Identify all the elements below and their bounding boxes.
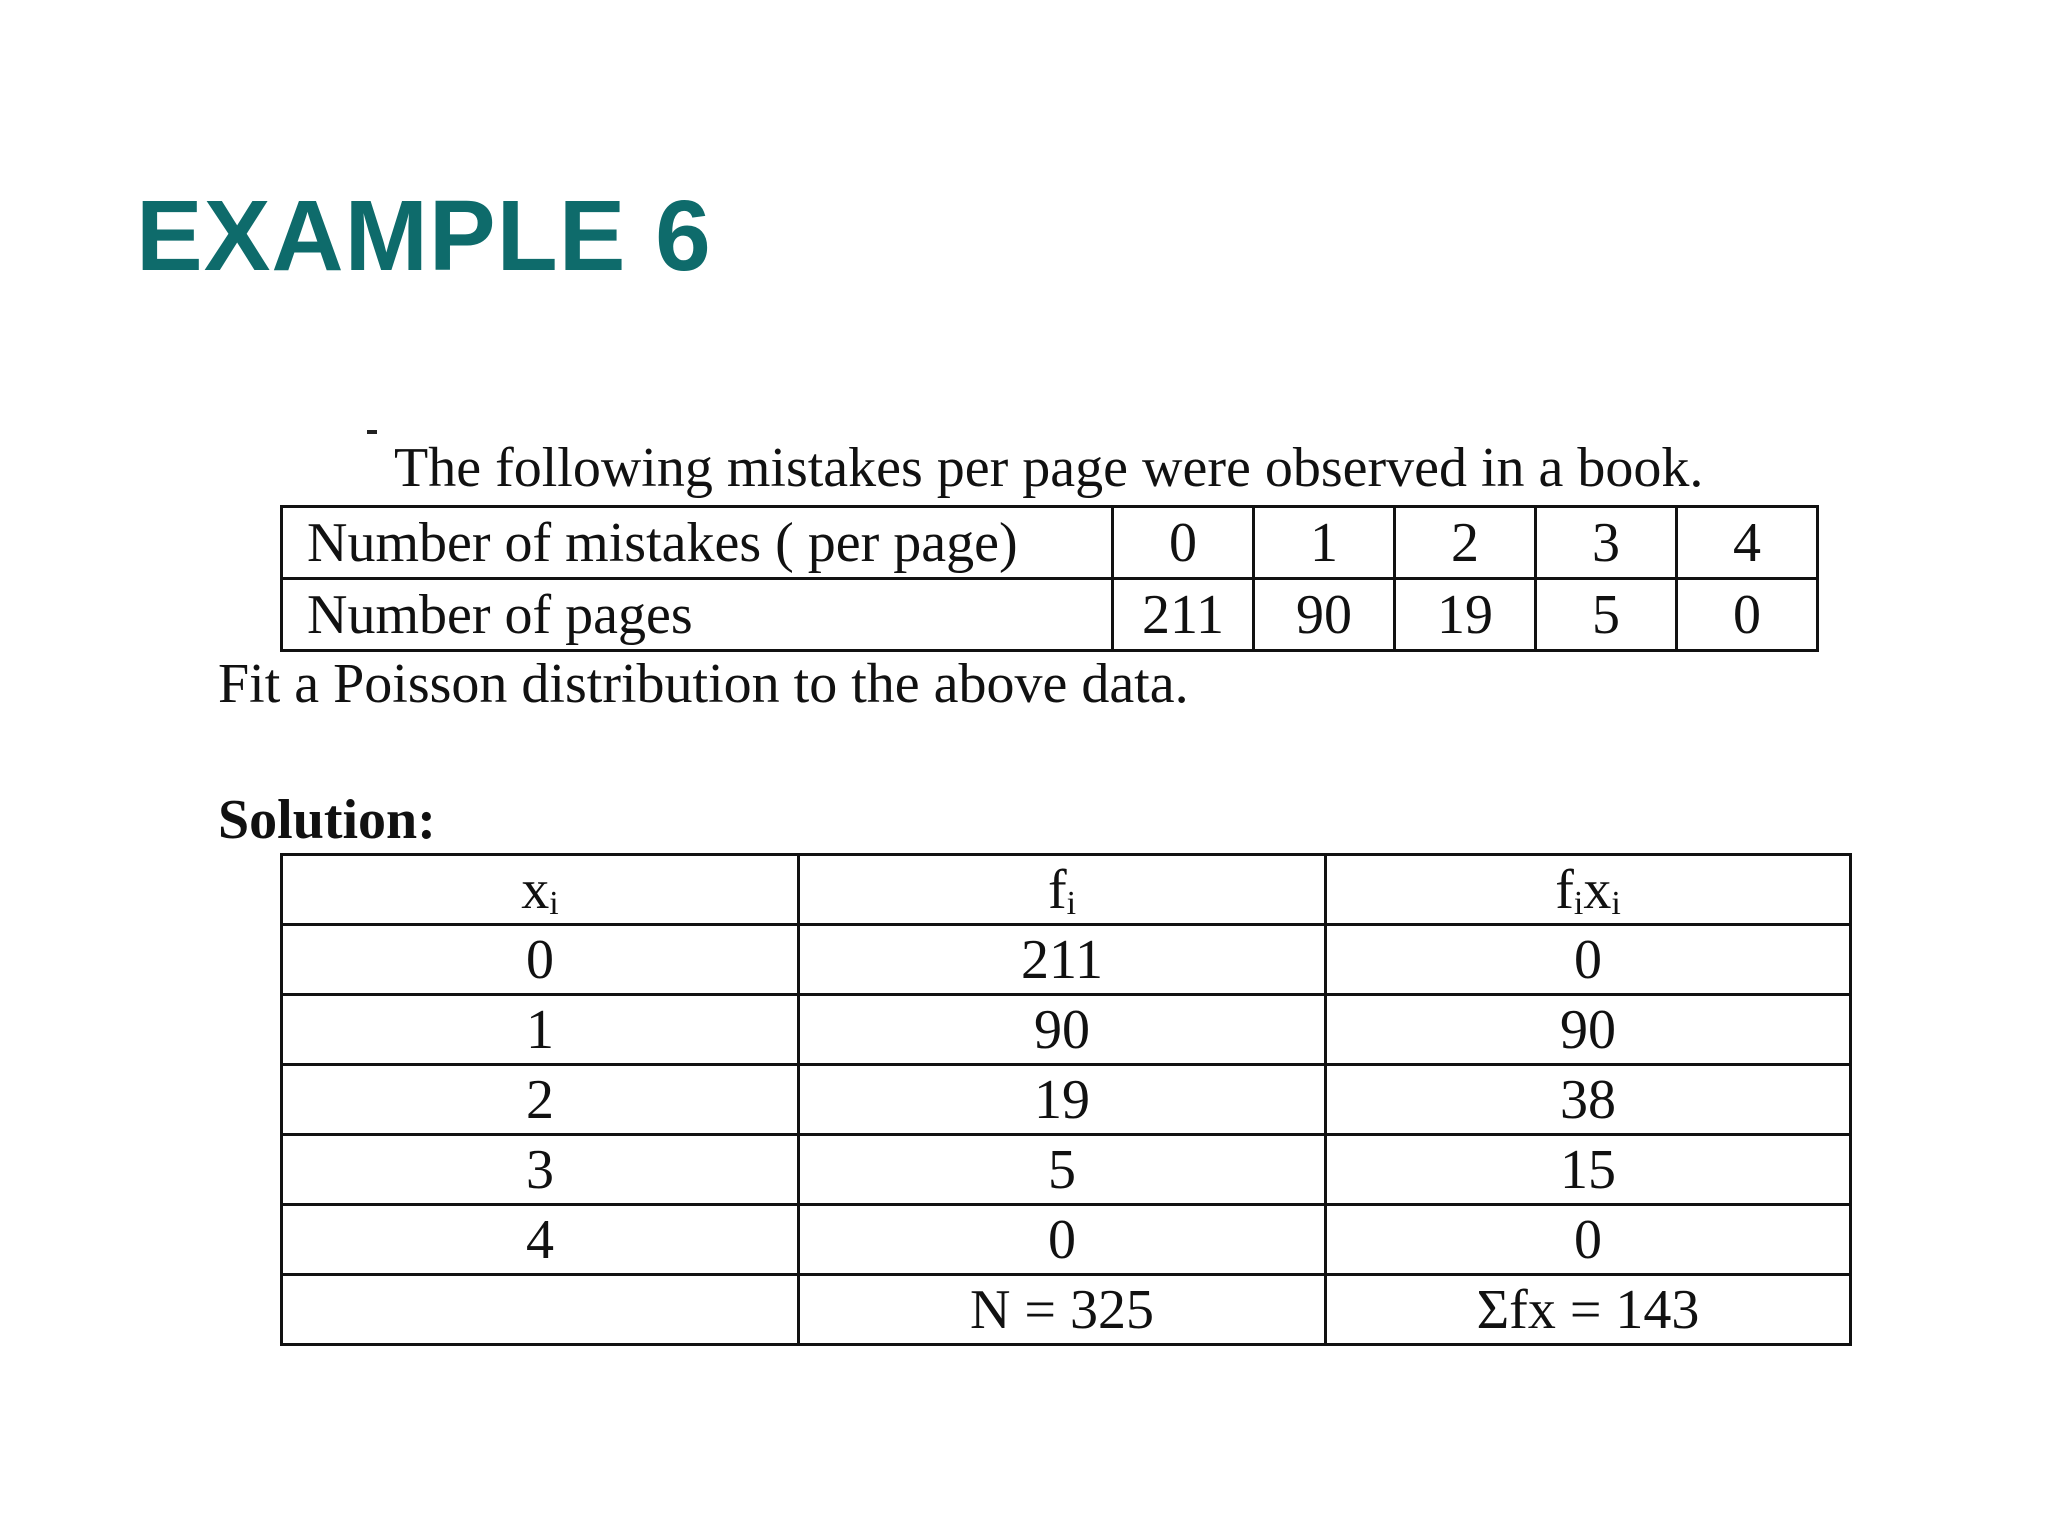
x-cell: 3 [282, 1135, 799, 1205]
mistakes-cell: 3 [1536, 507, 1677, 579]
f-cell: 0 [799, 1205, 1326, 1275]
fx-cell: 90 [1326, 995, 1851, 1065]
x-cell: 4 [282, 1205, 799, 1275]
fx-cell: 15 [1326, 1135, 1851, 1205]
fx-cell: 0 [1326, 925, 1851, 995]
mistakes-row [282, 507, 1818, 579]
totals-x-cell [282, 1275, 799, 1345]
mistakes-row-label: Number of mistakes ( per page) [282, 507, 1113, 579]
slide-title: EXAMPLE 6 [136, 180, 712, 292]
table-row [282, 1065, 1851, 1135]
solution-header-row [282, 855, 1851, 925]
mistakes-cell: 4 [1677, 507, 1818, 579]
mistakes-cell: 2 [1395, 507, 1536, 579]
pages-cell: 90 [1254, 579, 1395, 651]
bullet-mark [367, 430, 377, 434]
fx-cell: 38 [1326, 1065, 1851, 1135]
pages-cell: 211 [1113, 579, 1254, 651]
pages-cell: 19 [1395, 579, 1536, 651]
table-row [282, 1135, 1851, 1205]
mistakes-cell: 0 [1113, 507, 1254, 579]
table-row [282, 1205, 1851, 1275]
problem-instruction: Fit a Poisson distribution to the above data. [218, 653, 1189, 715]
header-fx: $f_ix_i$ [1326, 855, 1851, 925]
solution-label: Solution: [218, 789, 436, 851]
pages-row-label: Number of pages [282, 579, 1113, 651]
table-row [282, 925, 1851, 995]
x-cell: 0 [282, 925, 799, 995]
mistakes-cell: 1 [1254, 507, 1395, 579]
table-row [282, 995, 1851, 1065]
f-cell: 19 [799, 1065, 1326, 1135]
f-cell: 5 [799, 1135, 1326, 1205]
x-cell: 2 [282, 1065, 799, 1135]
x-cell: 1 [282, 995, 799, 1065]
fx-cell: 0 [1326, 1205, 1851, 1275]
header-f: $f_i$ [799, 855, 1326, 925]
total-frequency-cell: N = 325 [799, 1275, 1326, 1345]
observation-table [280, 505, 1819, 652]
total-fx-cell: Σfx = 143 [1326, 1275, 1851, 1345]
f-cell: 90 [799, 995, 1326, 1065]
pages-row [282, 579, 1818, 651]
pages-cell: 0 [1677, 579, 1818, 651]
pages-cell: 5 [1536, 579, 1677, 651]
f-cell: 211 [799, 925, 1326, 995]
problem-intro: The following mistakes per page were observed in a book. [394, 437, 1704, 499]
totals-row [282, 1275, 1851, 1345]
header-x: $x_i$ [282, 855, 799, 925]
solution-table [280, 853, 1852, 1346]
